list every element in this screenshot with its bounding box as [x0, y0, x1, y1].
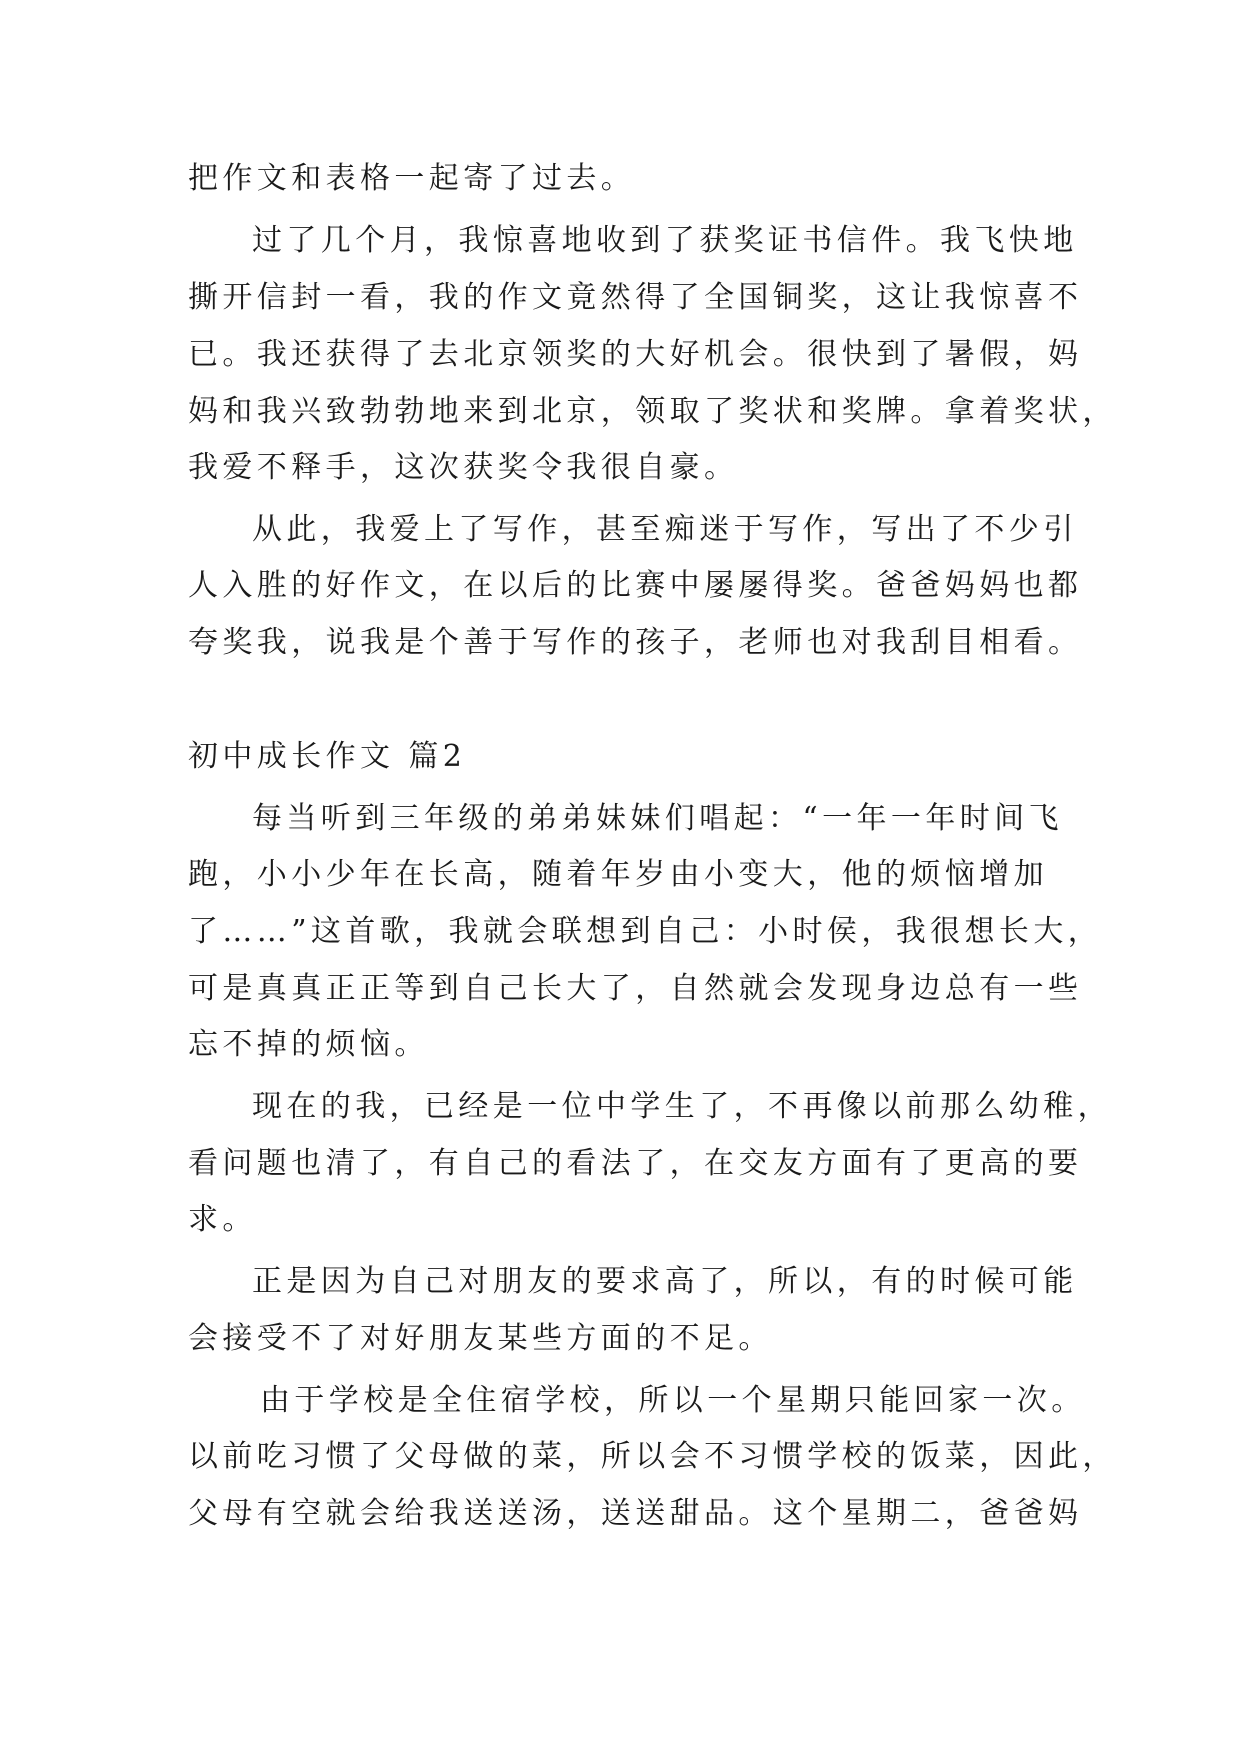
text-line: 妈和我兴致勃勃地来到北京，领取了奖状和奖牌。拿着奖状，	[188, 394, 1117, 429]
text-line: 可是真真正正等到自己长大了，自然就会发现身边总有一些	[188, 971, 1083, 1006]
text-line: 已。我还获得了去北京领奖的大好机会。很快到了暑假，妈	[188, 337, 1083, 372]
text-line: 以前吃习惯了父母做的菜，所以会不习惯学校的饭菜，因此，	[188, 1439, 1117, 1474]
text-line: 求。	[188, 1202, 257, 1237]
text-line: 我爱不释手，这次获奖令我很自豪。	[188, 450, 739, 485]
paragraph-first-line: 过了几个月，我惊喜地收到了获奖证书信件。我飞快地	[252, 223, 1078, 258]
text-line: 忘不掉的烦恼。	[188, 1027, 429, 1062]
text-line: 会接受不了对好朋友某些方面的不足。	[188, 1321, 773, 1356]
paragraph-first-line: 每当听到三年级的弟弟妹妹们唱起：“一年一年时间飞	[252, 801, 1063, 836]
paragraph-first-line: 正是因为自己对朋友的要求高了，所以，有的时候可能	[252, 1264, 1078, 1299]
text-line: 夸奖我，说我是个善于写作的孩子，老师也对我刮目相看。	[188, 625, 1083, 660]
text-line: 撕开信封一看，我的作文竟然得了全国铜奖，这让我惊喜不	[188, 280, 1083, 315]
paragraph-first-line: 由于学校是全住宿学校，所以一个星期只能回家一次。	[260, 1383, 1086, 1418]
text-line: 了……”这首歌，我就会联想到自己：小时侯，我很想长大，	[188, 914, 1103, 949]
paragraph-first-line: 现在的我，已经是一位中学生了，不再像以前那么幼稚，	[252, 1089, 1112, 1124]
text-line: 人入胜的好作文，在以后的比赛中屡屡得奖。爸爸妈妈也都	[188, 568, 1083, 603]
text-line: 把作文和表格一起寄了过去。	[188, 161, 636, 196]
text-line: 看问题也清了，有自己的看法了，在交友方面有了更高的要	[188, 1146, 1083, 1181]
text-line: 父母有空就会给我送送汤，送送甜品。这个星期二，爸爸妈	[188, 1496, 1083, 1531]
text-line: 跑，小小少年在长高，随着年岁由小变大，他的烦恼增加	[188, 857, 1048, 892]
paragraph-first-line: 从此，我爱上了写作，甚至痴迷于写作，写出了不少引	[252, 512, 1078, 547]
section-heading: 初中成长作文 篇2	[188, 739, 467, 774]
